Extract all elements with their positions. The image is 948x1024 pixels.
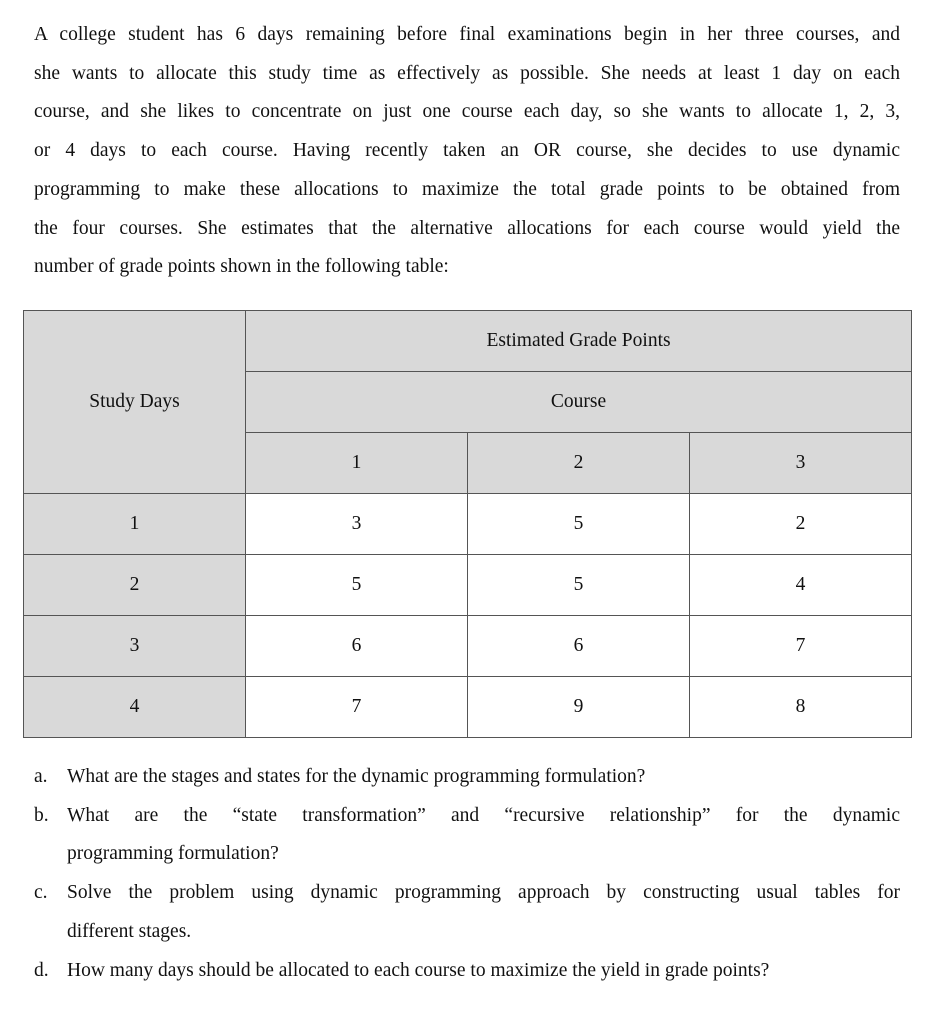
table-row bbox=[24, 555, 912, 616]
study-days-header: Study Days bbox=[24, 311, 246, 494]
problem-line-1: A college student has 6 days remaining before final examinations begin in her three courses, and bbox=[34, 24, 900, 45]
grade-cell: 6 bbox=[246, 616, 468, 677]
table-row bbox=[24, 677, 912, 738]
problem-line-6: the four courses. She estimates that the alternative allocations for each course would yield the bbox=[34, 217, 900, 239]
question-text: Solve the problem using dynamic programming approach by constructing usual tables for bbox=[67, 882, 900, 904]
problem-line-5: programming to make these allocations to maximize the total grade points to be obtained from bbox=[34, 178, 900, 200]
grade-cell: 2 bbox=[690, 494, 912, 555]
question-text: programming formulation? bbox=[67, 843, 279, 865]
problem-line-7: number of grade points shown in the following table: bbox=[34, 256, 449, 278]
grade-cell: 5 bbox=[468, 494, 690, 555]
grade-cell: 7 bbox=[690, 616, 912, 677]
question-a bbox=[34, 758, 900, 797]
days-cell: 4 bbox=[24, 677, 246, 738]
problem-line-3: course, and she likes to concentrate on just one course each day, so she wants to allocate 1, 2, 3, bbox=[34, 101, 900, 123]
course-2-header: 2 bbox=[468, 433, 690, 494]
course-header: Course bbox=[246, 372, 912, 433]
days-cell: 2 bbox=[24, 555, 246, 616]
question-text: How many days should be allocated to each course to maximize the yield in grade points? bbox=[67, 959, 770, 981]
grade-cell: 5 bbox=[468, 555, 690, 616]
grade-cell: 5 bbox=[246, 555, 468, 616]
grade-cell: 3 bbox=[246, 494, 468, 555]
question-text: What are the stages and states for the dynamic programming formulation? bbox=[67, 766, 646, 787]
question-marker: a. bbox=[34, 766, 48, 787]
grade-cell: 4 bbox=[690, 555, 912, 616]
problem-line-2: she wants to allocate this study time as effectively as possible. She needs at least 1 day on each bbox=[34, 62, 900, 84]
grade-cell: 8 bbox=[690, 677, 912, 738]
question-list bbox=[34, 758, 900, 990]
question-b bbox=[34, 797, 900, 874]
grade-cell: 7 bbox=[246, 677, 468, 738]
course-1-header: 1 bbox=[246, 433, 468, 494]
question-text: different stages. bbox=[67, 920, 192, 942]
grade-points-table bbox=[23, 310, 912, 738]
problem-statement bbox=[34, 16, 900, 287]
table-row bbox=[24, 494, 912, 555]
course-3-header: 3 bbox=[690, 433, 912, 494]
problem-line-4: or 4 days to each course. Having recently taken an OR course, she decides to use dynamic bbox=[34, 140, 900, 162]
question-c bbox=[34, 874, 900, 951]
question-d bbox=[34, 952, 900, 991]
question-text: What are the “state transformation” and “recursive relationship” for the dynamic bbox=[67, 804, 900, 826]
table-row bbox=[24, 616, 912, 677]
question-marker: b. bbox=[34, 804, 49, 826]
grade-cell: 9 bbox=[468, 677, 690, 738]
grade-cell: 6 bbox=[468, 616, 690, 677]
days-cell: 3 bbox=[24, 616, 246, 677]
question-marker: d. bbox=[34, 959, 49, 981]
days-cell: 1 bbox=[24, 494, 246, 555]
estimated-grade-points-header: Estimated Grade Points bbox=[246, 311, 912, 372]
question-marker: c. bbox=[34, 882, 48, 904]
